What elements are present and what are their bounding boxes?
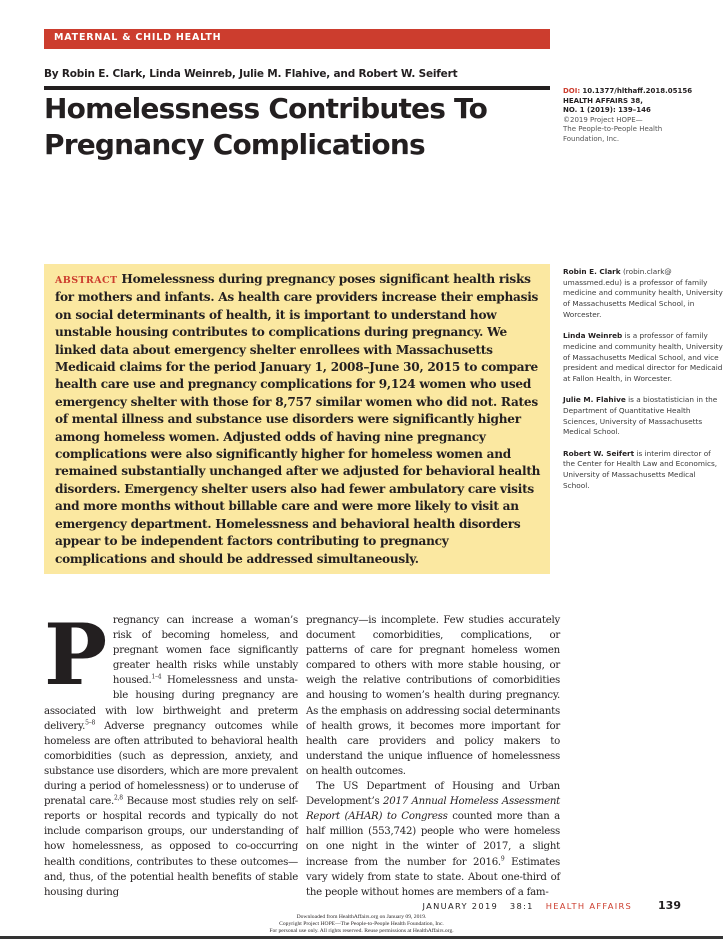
download-notice-line: For personal use only. All rights reserved. Reuse permissions at HealthAffairs.org. (269, 927, 454, 934)
citation[interactable]: 1–4 (151, 673, 162, 681)
doi-label: DOI: (563, 87, 581, 95)
abstract-text: Homelessness during pregnancy poses significant health risks for mothers and infants. As health care providers increase their emphasis on social determinants of health, it is important to understand how unstable housing contributes to complications during pregnancy. We linked data about emergency shelter enrollees with Massachusetts Medicaid claims for the period January 1, 2008–June 30, 2015 to compare health care use and pregnancy complications for 9,124 women who used emergency shelter with those for 8,757 similar women who did not. Rates of mental illness and substance use disorders were significantly higher among homeless women. Adjusted odds of having nine pregnancy complications were also significantly higher for homeless women and remained substantially unchanged after we adjusted for behavioral health disorders. Emergency shelter users also had fewer ambulatory care visits and more months without billable care and were more likely to visit an emergency department. Homelessness and behavioral health disorders appear to be independent factors contributing to pregnancy complications and should be addressed simultaneously. (55, 272, 541, 566)
citation[interactable]: 5–8 (85, 719, 96, 727)
author-bio (563, 331, 723, 385)
drop-cap: P (44, 605, 107, 704)
title-rule (44, 86, 550, 90)
author-bio (563, 449, 723, 492)
doi-line (563, 87, 723, 97)
citation[interactable]: 2,8 (114, 794, 123, 802)
body-column-2 (306, 613, 560, 900)
footer-issue: JANUARY 2019 38:1 (422, 901, 534, 911)
author-bio-name: Robin E. Clark (563, 267, 621, 276)
report-title: 2017 Annual Homeless Assessment Report (AHAR) to Congress (306, 796, 560, 823)
body-text: Adverse pregnancy outcomes while homeless are often attributed to behavioral health comorbidities (such as depression, anxiety, and substance use disorders, which are more prevalent during a period of homelessness) or to underuse of prenatal care. (44, 720, 298, 808)
body-paragraph (306, 779, 560, 900)
body-text: Homelessness and unstable housing during pregnancy are associated with low birthweight and preterm delivery. (44, 675, 298, 732)
body-text: pregnancy—is incomplete. Few studies accurately document comorbidities, complications, or patterns of care for pregnant homeless women compared to others with more stable housing, or weigh the relative contributions of comorbidities and housing to women’s health during pregnancy. As the emphasis on addressing social determinants of health grows, it becomes more important for health care providers and policy makers to understand the unique influence of homelessness on health outcomes. (306, 615, 560, 777)
body-text: Estimates vary widely from state to state. About one-third of the people without homes are members of a fam- (306, 856, 560, 898)
body-text: counted more than a half million (553,742) people who were homeless on one night in the winter of 2017, a slight increase from the number for 2016. (306, 811, 560, 868)
page-footer (423, 899, 681, 912)
copyright-line-3: Foundation, Inc. (563, 134, 620, 143)
download-notice-line: Copyright Project HOPE—The People-to-People Health Foundation, Inc. (279, 920, 444, 927)
journal-line-1: HEALTH AFFAIRS 38, (563, 96, 643, 105)
page-number: 139 (658, 899, 681, 912)
author-bio-text: (robin.clark@ umassmed.edu) is a professor of family medicine and community health, University of Massachusetts Medical School, in Worcester. (563, 267, 723, 319)
author-bio-text: is interim director of the Center for Health Law and Economics, University of Massachusetts Medical School. (563, 448, 718, 490)
download-notice-line: Downloaded from HealthAffairs.org on January 09, 2019. (296, 914, 427, 920)
author-bios (563, 267, 723, 502)
author-bio-name: Julie M. Flahive (563, 395, 626, 405)
author-bio-text: is a professor of family medicine and community health, University of Massachusetts Medical School, and vice president and medical director for Medicaid at Fallon Health, in Worcester. (563, 331, 723, 383)
citation[interactable]: 9 (500, 855, 505, 863)
body-paragraph (306, 613, 560, 779)
section-banner-label: MATERNAL & CHILD HEALTH (54, 32, 222, 43)
copyright-line-2: The People-to-People Health (563, 125, 663, 134)
body-column-1 (44, 605, 298, 900)
body-paragraph (44, 605, 298, 900)
title-line-2: Pregnancy Complications (44, 128, 425, 161)
article-metadata (563, 87, 723, 145)
footer-journal: HEALTH AFFAIRS (545, 901, 633, 911)
author-bio (563, 267, 723, 321)
author-bio-name: Robert W. Seifert (563, 448, 635, 458)
author-byline: By Robin E. Clark, Linda Weinreb, Julie M. Flahive, and Robert W. Seifert (44, 68, 458, 80)
body-text: regnancy can increase a woman’s risk of becoming homeless, and pregnant women face significantly greater health risks while unstably housed. (112, 615, 298, 687)
article-title (44, 91, 554, 163)
doi-value[interactable]: 10.1377/hlthaff.2018.05156 (582, 87, 693, 95)
author-bio-text: is a biostatistician in the Department of Quantitative Health Sciences, University of Massachusetts Medical School. (563, 395, 718, 437)
author-bio-name: Linda Weinreb (563, 331, 623, 341)
author-bio (563, 395, 723, 438)
abstract-box (44, 264, 550, 574)
section-banner (44, 29, 550, 49)
body-text: Because most studies rely on self-reports or hospital records and typically do not include comparison groups, our understanding of how homelessness, as opposed to co-occurring health conditions, contributes to these outcomes—and, thus, of the potential health benefits of stable housing during (44, 796, 298, 898)
download-notice (0, 914, 723, 934)
copyright-line-1: ©2019 Project HOPE— (563, 115, 643, 124)
title-line-1: Homelessness Contributes To (44, 92, 488, 125)
journal-line-2: NO. 1 (2019): 139–146 (563, 106, 651, 115)
abstract-label: ABSTRACT (55, 275, 118, 286)
body-text: The US Department of Housing and Urban Development’s (306, 781, 560, 808)
